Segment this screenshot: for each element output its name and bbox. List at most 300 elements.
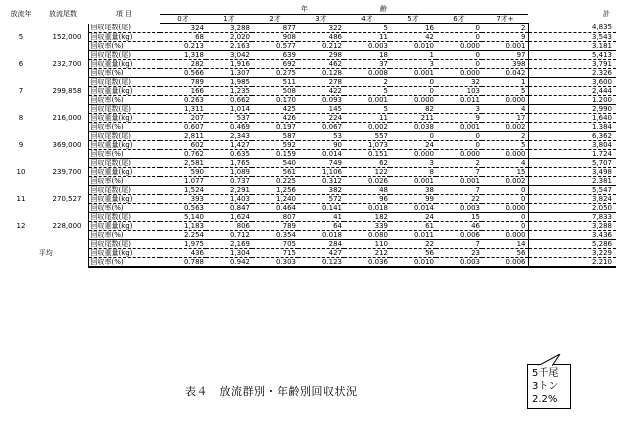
value-cell: 90 bbox=[298, 141, 344, 150]
table-row bbox=[4, 177, 616, 186]
callout-line-rate: 2.2% bbox=[532, 394, 558, 405]
total-cell: 3.181 bbox=[528, 42, 616, 51]
total-cell: 1.384 bbox=[528, 123, 616, 132]
value-cell: 0.213 bbox=[160, 42, 206, 51]
value-cell: 540 bbox=[252, 159, 298, 168]
item-label: 回収尾数(尾) bbox=[88, 213, 160, 222]
value-cell: 602 bbox=[160, 141, 206, 150]
value-cell: 284 bbox=[298, 240, 344, 249]
value-cell: 41 bbox=[298, 213, 344, 222]
value-cell: 42 bbox=[390, 33, 436, 42]
value-cell: 0 bbox=[482, 195, 528, 204]
value-cell: 0.159 bbox=[252, 150, 298, 159]
value-cell: 11 bbox=[344, 114, 390, 123]
table-row bbox=[4, 105, 616, 114]
value-cell: 561 bbox=[252, 168, 298, 177]
value-cell: 2.254 bbox=[160, 231, 206, 240]
total-cell: 2.381 bbox=[528, 177, 616, 186]
total-cell: 7,833 bbox=[528, 213, 616, 222]
total-cell: 3,288 bbox=[528, 222, 616, 231]
total-cell: 5,707 bbox=[528, 159, 616, 168]
value-cell: 0.008 bbox=[344, 69, 390, 78]
value-cell: 877 bbox=[252, 24, 298, 33]
value-cell: 0 bbox=[436, 141, 482, 150]
released-count-cell: 232,700 bbox=[52, 59, 82, 68]
value-cell: 806 bbox=[206, 222, 252, 231]
value-cell: 62 bbox=[344, 159, 390, 168]
value-cell: 1,183 bbox=[160, 222, 206, 231]
value-cell: 0.006 bbox=[436, 231, 482, 240]
released-count-cell: 299,858 bbox=[52, 86, 82, 95]
header-released-count: 放流尾数 bbox=[49, 9, 77, 18]
released-count-cell: 152,000 bbox=[52, 32, 82, 41]
table-row bbox=[4, 159, 616, 168]
value-cell: 0.151 bbox=[344, 150, 390, 159]
item-label: 回収重量(kg) bbox=[88, 168, 160, 177]
value-cell: 0.469 bbox=[206, 123, 252, 132]
value-cell: 2 bbox=[344, 78, 390, 87]
value-cell: 0 bbox=[436, 132, 482, 141]
value-cell: 56 bbox=[482, 249, 528, 258]
item-label: 回収率(%) bbox=[88, 150, 160, 159]
value-cell: 0.001 bbox=[390, 69, 436, 78]
value-cell: 0.662 bbox=[206, 96, 252, 105]
item-label: 回収重量(kg) bbox=[88, 141, 160, 150]
value-cell: 224 bbox=[298, 114, 344, 123]
release-year-cell: 5 bbox=[18, 32, 24, 41]
value-cell: 0.577 bbox=[252, 42, 298, 51]
value-cell: 15 bbox=[436, 213, 482, 222]
total-cell: 4,835 bbox=[528, 24, 616, 33]
value-cell: 212 bbox=[344, 249, 390, 258]
value-cell: 4 bbox=[482, 159, 528, 168]
value-cell: 0.303 bbox=[252, 258, 298, 268]
value-cell: 0.275 bbox=[252, 69, 298, 78]
value-cell: 393 bbox=[160, 195, 206, 204]
header-age-2: 2才 bbox=[252, 15, 298, 24]
released-count-cell: 369,000 bbox=[52, 140, 82, 149]
value-cell: 1,765 bbox=[206, 159, 252, 168]
recovery-table bbox=[4, 5, 616, 268]
value-cell: 692 bbox=[252, 60, 298, 69]
value-cell: 422 bbox=[298, 87, 344, 96]
value-cell: 3 bbox=[436, 105, 482, 114]
value-cell: 1,318 bbox=[160, 51, 206, 60]
table-row bbox=[4, 222, 616, 231]
value-cell: 0.170 bbox=[252, 96, 298, 105]
total-cell: 3,824 bbox=[528, 195, 616, 204]
release-year-cell: 平均 bbox=[38, 248, 53, 257]
value-cell: 537 bbox=[206, 114, 252, 123]
table-row bbox=[4, 213, 616, 222]
header-item: 項 目 bbox=[115, 9, 133, 18]
value-cell: 587 bbox=[252, 132, 298, 141]
value-cell: 322 bbox=[298, 24, 344, 33]
header-age-3: 3才 bbox=[298, 15, 344, 24]
value-cell: 0.263 bbox=[160, 96, 206, 105]
value-cell: 0.000 bbox=[436, 42, 482, 51]
total-cell: 3,229 bbox=[528, 249, 616, 258]
value-cell: 8 bbox=[390, 168, 436, 177]
value-cell: 0.737 bbox=[206, 177, 252, 186]
item-label: 回収尾数(尾) bbox=[88, 240, 160, 249]
value-cell: 0.225 bbox=[252, 177, 298, 186]
value-cell: 0.464 bbox=[252, 204, 298, 213]
value-cell: 5 bbox=[344, 87, 390, 96]
value-cell: 0.080 bbox=[344, 231, 390, 240]
value-cell: 1,624 bbox=[206, 213, 252, 222]
value-cell: 0 bbox=[436, 60, 482, 69]
value-cell: 2,581 bbox=[160, 159, 206, 168]
value-cell: 1,073 bbox=[344, 141, 390, 150]
value-cell: 324 bbox=[160, 24, 206, 33]
value-cell: 3 bbox=[390, 60, 436, 69]
value-cell: 22 bbox=[436, 195, 482, 204]
value-cell: 3,288 bbox=[206, 24, 252, 33]
value-cell: 398 bbox=[482, 60, 528, 69]
total-cell: 3,498 bbox=[528, 168, 616, 177]
release-year-cell: 7 bbox=[18, 86, 24, 95]
value-cell: 24 bbox=[390, 141, 436, 150]
item-label: 回収重量(kg) bbox=[88, 60, 160, 69]
value-cell: 5 bbox=[344, 24, 390, 33]
callout-line-weight: 3トン bbox=[532, 381, 559, 392]
value-cell: 590 bbox=[160, 168, 206, 177]
item-label: 回収尾数(尾) bbox=[88, 132, 160, 141]
total-cell: 3,804 bbox=[528, 141, 616, 150]
header-age-left: 年 bbox=[301, 5, 308, 13]
value-cell: 1,240 bbox=[252, 195, 298, 204]
table-row bbox=[4, 60, 616, 69]
table-row bbox=[4, 258, 616, 268]
value-cell: 557 bbox=[344, 132, 390, 141]
value-cell: 9 bbox=[482, 33, 528, 42]
item-label: 回収尾数(尾) bbox=[88, 78, 160, 87]
value-cell: 4 bbox=[482, 105, 528, 114]
total-cell: 1.200 bbox=[528, 96, 616, 105]
value-cell: 24 bbox=[390, 213, 436, 222]
total-cell: 1.724 bbox=[528, 150, 616, 159]
value-cell: 23 bbox=[436, 249, 482, 258]
table-row bbox=[4, 231, 616, 240]
total-cell: 2,444 bbox=[528, 87, 616, 96]
value-cell: 1,985 bbox=[206, 78, 252, 87]
value-cell: 0.093 bbox=[298, 96, 344, 105]
value-cell: 99 bbox=[390, 195, 436, 204]
release-year-cell: 8 bbox=[18, 113, 24, 122]
value-cell: 0.002 bbox=[482, 177, 528, 186]
value-cell: 2,343 bbox=[206, 132, 252, 141]
value-cell: 3,042 bbox=[206, 51, 252, 60]
value-cell: 1,304 bbox=[206, 249, 252, 258]
value-cell: 38 bbox=[390, 186, 436, 195]
table-row bbox=[4, 195, 616, 204]
item-label: 回収率(%) bbox=[88, 69, 160, 78]
value-cell: 145 bbox=[298, 105, 344, 114]
value-cell: 908 bbox=[252, 33, 298, 42]
value-cell: 2,811 bbox=[160, 132, 206, 141]
value-cell: 166 bbox=[160, 87, 206, 96]
value-cell: 0 bbox=[436, 33, 482, 42]
value-cell: 46 bbox=[436, 222, 482, 231]
header-total: 計 bbox=[603, 9, 610, 18]
value-cell: 22 bbox=[390, 240, 436, 249]
value-cell: 0.014 bbox=[298, 150, 344, 159]
value-cell: 298 bbox=[298, 51, 344, 60]
value-cell: 0.002 bbox=[344, 123, 390, 132]
callout-pointer-icon bbox=[538, 354, 562, 366]
table-row bbox=[4, 204, 616, 213]
value-cell: 0.067 bbox=[298, 123, 344, 132]
total-cell: 3.436 bbox=[528, 231, 616, 240]
value-cell: 511 bbox=[252, 78, 298, 87]
item-label: 回収率(%) bbox=[88, 123, 160, 132]
total-cell: 5,286 bbox=[528, 240, 616, 249]
total-cell: 2.050 bbox=[528, 204, 616, 213]
table-row bbox=[4, 168, 616, 177]
header-age-4: 4才 bbox=[344, 15, 390, 24]
item-label: 回収重量(kg) bbox=[88, 195, 160, 204]
item-label: 回収率(%) bbox=[88, 258, 160, 268]
value-cell: 0.042 bbox=[482, 69, 528, 78]
value-cell: 0.000 bbox=[482, 150, 528, 159]
value-cell: 0 bbox=[436, 51, 482, 60]
item-label: 回収重量(kg) bbox=[88, 249, 160, 258]
total-cell: 3,543 bbox=[528, 33, 616, 42]
value-cell: 18 bbox=[344, 51, 390, 60]
value-cell: 789 bbox=[160, 78, 206, 87]
value-cell: 16 bbox=[390, 24, 436, 33]
value-cell: 1 bbox=[390, 51, 436, 60]
release-year-cell: 10 bbox=[16, 167, 26, 176]
value-cell: 436 bbox=[160, 249, 206, 258]
value-cell: 82 bbox=[390, 105, 436, 114]
value-cell: 5,140 bbox=[160, 213, 206, 222]
value-cell: 486 bbox=[298, 33, 344, 42]
value-cell: 17 bbox=[482, 114, 528, 123]
value-cell: 339 bbox=[344, 222, 390, 231]
value-cell: 426 bbox=[252, 114, 298, 123]
value-cell: 68 bbox=[160, 33, 206, 42]
value-cell: 3 bbox=[390, 159, 436, 168]
value-cell: 1,014 bbox=[206, 105, 252, 114]
value-cell: 0.002 bbox=[482, 123, 528, 132]
value-cell: 0 bbox=[482, 186, 528, 195]
value-cell: 0.128 bbox=[298, 69, 344, 78]
total-cell: 6,362 bbox=[528, 132, 616, 141]
header-age-right: 齢 bbox=[380, 5, 387, 13]
item-label: 回収重量(kg) bbox=[88, 114, 160, 123]
released-count-cell: 228,000 bbox=[52, 221, 82, 230]
value-cell: 508 bbox=[252, 87, 298, 96]
value-cell: 122 bbox=[344, 168, 390, 177]
value-cell: 0.001 bbox=[436, 123, 482, 132]
value-cell: 15 bbox=[482, 168, 528, 177]
value-cell: 0.026 bbox=[344, 177, 390, 186]
value-cell: 211 bbox=[390, 114, 436, 123]
value-cell: 96 bbox=[344, 195, 390, 204]
value-cell: 0.563 bbox=[160, 204, 206, 213]
value-cell: 0.010 bbox=[390, 42, 436, 51]
item-label: 回収率(%) bbox=[88, 204, 160, 213]
value-cell: 572 bbox=[298, 195, 344, 204]
value-cell: 0.018 bbox=[298, 231, 344, 240]
value-cell: 2,291 bbox=[206, 186, 252, 195]
value-cell: 9 bbox=[436, 114, 482, 123]
table-row bbox=[4, 141, 616, 150]
value-cell: 0.000 bbox=[482, 231, 528, 240]
value-cell: 2,169 bbox=[206, 240, 252, 249]
value-cell: 0.000 bbox=[482, 204, 528, 213]
value-cell: 1,311 bbox=[160, 105, 206, 114]
total-cell: 2.210 bbox=[528, 258, 616, 268]
total-cell: 3,791 bbox=[528, 60, 616, 69]
value-cell: 1,256 bbox=[252, 186, 298, 195]
value-cell: 592 bbox=[252, 141, 298, 150]
value-cell: 1.307 bbox=[206, 69, 252, 78]
total-cell: 5,547 bbox=[528, 186, 616, 195]
value-cell: 1,975 bbox=[160, 240, 206, 249]
value-cell: 0.712 bbox=[206, 231, 252, 240]
value-cell: 0 bbox=[390, 132, 436, 141]
value-cell: 639 bbox=[252, 51, 298, 60]
release-year-cell: 9 bbox=[18, 140, 24, 149]
value-cell: 0.942 bbox=[206, 258, 252, 268]
value-cell: 0.001 bbox=[436, 177, 482, 186]
table-body bbox=[4, 24, 616, 268]
value-cell: 382 bbox=[298, 186, 344, 195]
value-cell: 0.011 bbox=[390, 231, 436, 240]
value-cell: 1 bbox=[482, 78, 528, 87]
value-cell: 0.000 bbox=[482, 96, 528, 105]
value-cell: 1,106 bbox=[298, 168, 344, 177]
value-cell: 5 bbox=[482, 87, 528, 96]
header-release-year: 放流年 bbox=[10, 9, 32, 18]
value-cell: 1.077 bbox=[160, 177, 206, 186]
value-cell: 0.006 bbox=[482, 258, 528, 268]
item-label: 回収率(%) bbox=[88, 231, 160, 240]
table-row bbox=[4, 33, 616, 42]
value-cell: 61 bbox=[390, 222, 436, 231]
value-cell: 278 bbox=[298, 78, 344, 87]
value-cell: 0.011 bbox=[436, 96, 482, 105]
value-cell: 0.000 bbox=[436, 69, 482, 78]
table-row bbox=[4, 123, 616, 132]
header-age-1: 1才 bbox=[206, 15, 252, 24]
value-cell: 0 bbox=[482, 222, 528, 231]
value-cell: 56 bbox=[390, 249, 436, 258]
value-cell: 425 bbox=[252, 105, 298, 114]
table-row bbox=[4, 24, 616, 33]
value-cell: 0.038 bbox=[390, 123, 436, 132]
value-cell: 0.141 bbox=[298, 204, 344, 213]
value-cell: 1,916 bbox=[206, 60, 252, 69]
value-cell: 2 bbox=[482, 132, 528, 141]
value-cell: 807 bbox=[252, 213, 298, 222]
item-label: 回収尾数(尾) bbox=[88, 105, 160, 114]
table-row bbox=[4, 69, 616, 78]
total-cell: 2.326 bbox=[528, 69, 616, 78]
value-cell: 2 bbox=[436, 159, 482, 168]
value-cell: 0.607 bbox=[160, 123, 206, 132]
total-cell: 5,413 bbox=[528, 51, 616, 60]
table-row bbox=[4, 132, 616, 141]
value-cell: 0.003 bbox=[344, 42, 390, 51]
total-cell: 1,640 bbox=[528, 114, 616, 123]
table-header bbox=[4, 5, 616, 24]
item-label: 回収重量(kg) bbox=[88, 222, 160, 231]
value-cell: 0.566 bbox=[160, 69, 206, 78]
value-cell: 0.635 bbox=[206, 150, 252, 159]
table-row bbox=[4, 96, 616, 105]
value-cell: 0 bbox=[436, 24, 482, 33]
value-cell: 1,403 bbox=[206, 195, 252, 204]
value-cell: 0.036 bbox=[344, 258, 390, 268]
header-age-7: 7才+ bbox=[482, 15, 528, 24]
value-cell: 1,524 bbox=[160, 186, 206, 195]
value-cell: 0.018 bbox=[344, 204, 390, 213]
value-cell: 7 bbox=[436, 168, 482, 177]
value-cell: 48 bbox=[344, 186, 390, 195]
value-cell: 1,427 bbox=[206, 141, 252, 150]
value-cell: 0 bbox=[390, 87, 436, 96]
value-cell: 0.000 bbox=[436, 150, 482, 159]
table-caption: 表４ 放流群別・年齢別回収状況 bbox=[185, 385, 358, 398]
item-label: 回収率(%) bbox=[88, 96, 160, 105]
value-cell: 0.010 bbox=[390, 258, 436, 268]
item-label: 回収率(%) bbox=[88, 42, 160, 51]
value-cell: 0.003 bbox=[436, 258, 482, 268]
value-cell: 182 bbox=[344, 213, 390, 222]
table-row bbox=[4, 249, 616, 258]
value-cell: 1,089 bbox=[206, 168, 252, 177]
value-cell: 462 bbox=[298, 60, 344, 69]
value-cell: 207 bbox=[160, 114, 206, 123]
value-cell: 789 bbox=[252, 222, 298, 231]
table-row bbox=[4, 51, 616, 60]
value-cell: 282 bbox=[160, 60, 206, 69]
value-cell: 110 bbox=[344, 240, 390, 249]
value-cell: 7 bbox=[436, 186, 482, 195]
released-count-cell: 239,700 bbox=[52, 167, 82, 176]
value-cell: 97 bbox=[482, 51, 528, 60]
value-cell: 715 bbox=[252, 249, 298, 258]
value-cell: 0 bbox=[390, 78, 436, 87]
value-cell: 64 bbox=[298, 222, 344, 231]
value-cell: 0.197 bbox=[252, 123, 298, 132]
value-cell: 103 bbox=[436, 87, 482, 96]
item-label: 回収尾数(尾) bbox=[88, 24, 160, 33]
release-year-cell: 6 bbox=[18, 59, 24, 68]
item-label: 回収尾数(尾) bbox=[88, 51, 160, 60]
value-cell: 53 bbox=[298, 132, 344, 141]
value-cell: 5 bbox=[344, 105, 390, 114]
value-cell: 705 bbox=[252, 240, 298, 249]
value-cell: 14 bbox=[482, 240, 528, 249]
value-cell: 427 bbox=[298, 249, 344, 258]
table-row bbox=[4, 78, 616, 87]
table-row bbox=[4, 186, 616, 195]
header-age-5: 5才 bbox=[390, 15, 436, 24]
table-row bbox=[4, 114, 616, 123]
value-cell: 0.123 bbox=[298, 258, 344, 268]
item-label: 回収重量(kg) bbox=[88, 87, 160, 96]
value-cell: 0.000 bbox=[390, 96, 436, 105]
value-cell: 0.788 bbox=[160, 258, 206, 268]
value-cell: 0.312 bbox=[298, 177, 344, 186]
value-cell: 749 bbox=[298, 159, 344, 168]
value-cell: 2.163 bbox=[206, 42, 252, 51]
